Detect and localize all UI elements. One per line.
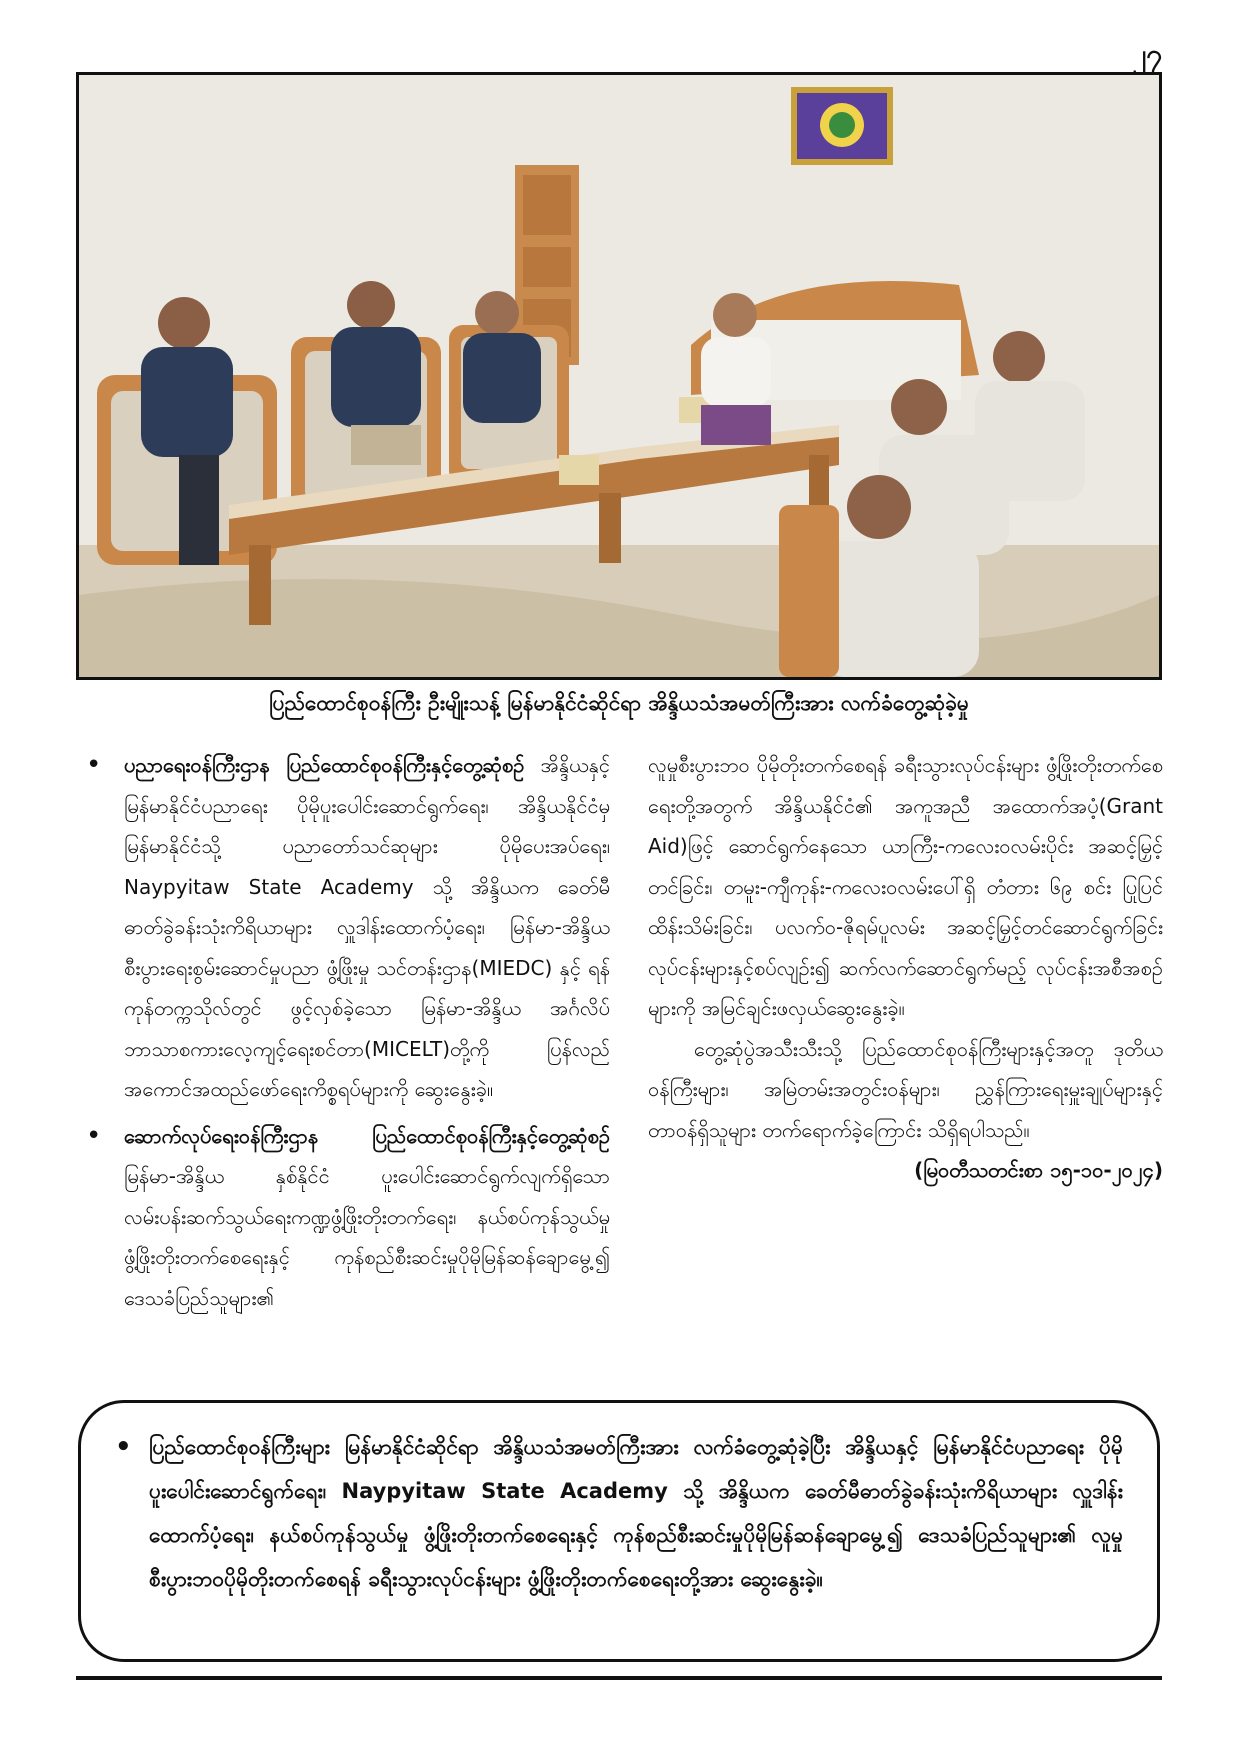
paragraph: တွေ့ဆုံပွဲအသီးသီးသို့ ပြည်ထောင်စုဝန်ကြီးများနှင့်အတူ ဒုတိယဝန်ကြီးများ၊ အမြဲတမ်းအတွင်းဝန်များ၊ ညွှန်ကြားရေးမှူးချုပ်များနှင့် တာဝန်ရှိသူများ တက်ရောက်ခဲ့ကြောင်း သိရှိရပါသည်။	[648, 1036, 1163, 1142]
list-item	[80, 1116, 610, 1319]
paragraph: လူမှုစီးပွားဘဝ ပိုမိုတိုးတက်စေရန် ခရီးသွားလုပ်ငန်းများ ဖွံ့ဖြိုးတိုးတက်စေရေးတို့အတွက် အိန္ဒိယနိုင်ငံ၏ အကူအညီ အထောက်အပံ့(Grant Aid)ဖြင့် ဆောင်ရွက်နေသော ယာကြီး-ကလေးဝလမ်းပိုင်း အဆင့်မြှင့်တင်ခြင်း၊ တမူး-ကျီကုန်း-ကလေးဝလမ်းပေါ်ရှိ တံတား ၆၉ စင်း ပြုပြင်ထိန်းသိမ်းခြင်း၊ ပလက်ဝ-ဇိုရမ်ပူလမ်း အဆင့်မြှင့်တင်ဆောင်ရွက်ခြင်းလုပ်ငန်းများနှင့်စပ်လျဉ်း၍ ဆက်လက်ဆောင်ရွက်မည့် လုပ်ငန်းအစီအစဉ်များကို အမြင်ချင်းဖလှယ်ဆွေးနွေးခဲ့။	[648, 753, 1163, 1020]
left-column	[80, 745, 610, 1324]
page-number: ၂၇	[1132, 38, 1162, 71]
source-citation: (မြဝတီသတင်းစာ ၁၅-၁၀-၂၀၂၄)	[914, 1158, 1163, 1182]
item-lead: ပညာရေးဝန်ကြီးဌာန ပြည်ထောင်စုဝန်ကြီးနှင့်တွေ့ဆုံစဉ်	[124, 753, 525, 777]
bottom-rule	[76, 1676, 1162, 1680]
right-column	[648, 745, 1163, 1191]
photo-caption: ပြည်ထောင်စုဝန်ကြီး ဦးမျိုးသန့် မြန်မာနိုင်ငံဆိုင်ရာ အိန္ဒိယသံအမတ်ကြီးအား လက်ခံတွေ့ဆုံခဲ့မှု	[269, 691, 969, 715]
summary-text: ပြည်ထောင်စုဝန်ကြီးများ မြန်မာနိုင်ငံဆိုင်ရာ အိန္ဒိယသံအမတ်ကြီးအား လက်ခံတွေ့ဆုံခဲ့ပြီး အိန္ဒိယနှင့် မြန်မာနိုင်ငံပညာရေး ပိုမိုပူးပေါင်းဆောင်ရွက်ရေး၊ Naypyitaw State Academy သို့ အိန္ဒိယက ခေတ်မီဓာတ်ခွဲခန်းသုံးကိရိယာများ လှူဒါန်းထောက်ပံ့ရေး၊ နယ်စပ်ကုန်သွယ်မှု ဖွံ့ဖြိုးတိုးတက်စေရေးနှင့် ကုန်စည်စီးဆင်းမှုပိုမိုမြန်ဆန်ချောမွေ့၍ ဒေသခံပြည်သူများ၏ လူမှုစီးပွားဘဝပိုမိုတိုးတက်စေရန် ခရီးသွားလုပ်ငန်းများ ဖွံ့ဖြိုးတိုးတက်စေရေးတို့အား ဆွေးနွေးခဲ့။	[149, 1435, 1123, 1591]
item-text: မြန်မာ-အိန္ဒိယ နှစ်နိုင်ငံ ပူးပေါင်းဆောင်ရွက်လျက်ရှိသော လမ်းပန်းဆက်သွယ်ရေးကဏ္ဍဖွံ့ဖြိုးတိုးတက်ရေး၊ နယ်စပ်ကုန်သွယ်မှု ဖွံ့ဖြိုးတိုးတက်စေရေးနှင့် ကုန်စည်စီးဆင်းမှုပိုမိုမြန်ဆန်ချောမွေ့၍ ဒေသခံပြည်သူများ၏	[124, 1164, 610, 1310]
summary-item	[109, 1425, 1123, 1601]
meeting-photo	[76, 72, 1162, 680]
item-text: အိန္ဒိယနှင့် မြန်မာနိုင်ငံပညာရေး ပိုမိုပူးပေါင်းဆောင်ရွက်ရေး၊ အိန္ဒိယနိုင်ငံမှ မြန်မာနိုင်ငံသို့ ပညာတော်သင်ဆုများ ပိုမိုပေးအပ်ရေး၊ Naypyitaw State Academy သို့ အိန္ဒိယက ခေတ်မီဓာတ်ခွဲခန်းသုံးကိရိယာများ လှူဒါန်းထောက်ပံ့ရေး၊ မြန်မာ-အိန္ဒိယ စီးပွားရေးစွမ်းဆောင်မှုပညာ ဖွံ့ဖြိုးမှု သင်တန်းဌာန(MIEDC) နှင့် ရန်ကုန်တက္ကသိုလ်တွင် ဖွင့်လှစ်ခဲ့သော မြန်မာ-အိန္ဒိယ အင်္ဂလိပ်ဘာသာစကားလေ့ကျင့်ရေးစင်တာ(MICELT)တို့ကို ပြန်လည်အကောင်အထည်ဖော်ရေးကိစ္စရပ်များကို ဆွေးနွေးခဲ့။	[124, 753, 611, 1101]
summary-box	[78, 1400, 1160, 1662]
item-lead: ဆောက်လုပ်ရေးဝန်ကြီးဌာန ပြည်ထောင်စုဝန်ကြီးနှင့်တွေ့ဆုံစဉ်	[124, 1123, 610, 1148]
bullet-icon: •	[86, 750, 102, 780]
bullet-icon: •	[86, 1120, 102, 1151]
bullet-icon: •	[115, 1432, 132, 1462]
framed-emblem	[791, 87, 893, 165]
list-item	[80, 745, 610, 1110]
